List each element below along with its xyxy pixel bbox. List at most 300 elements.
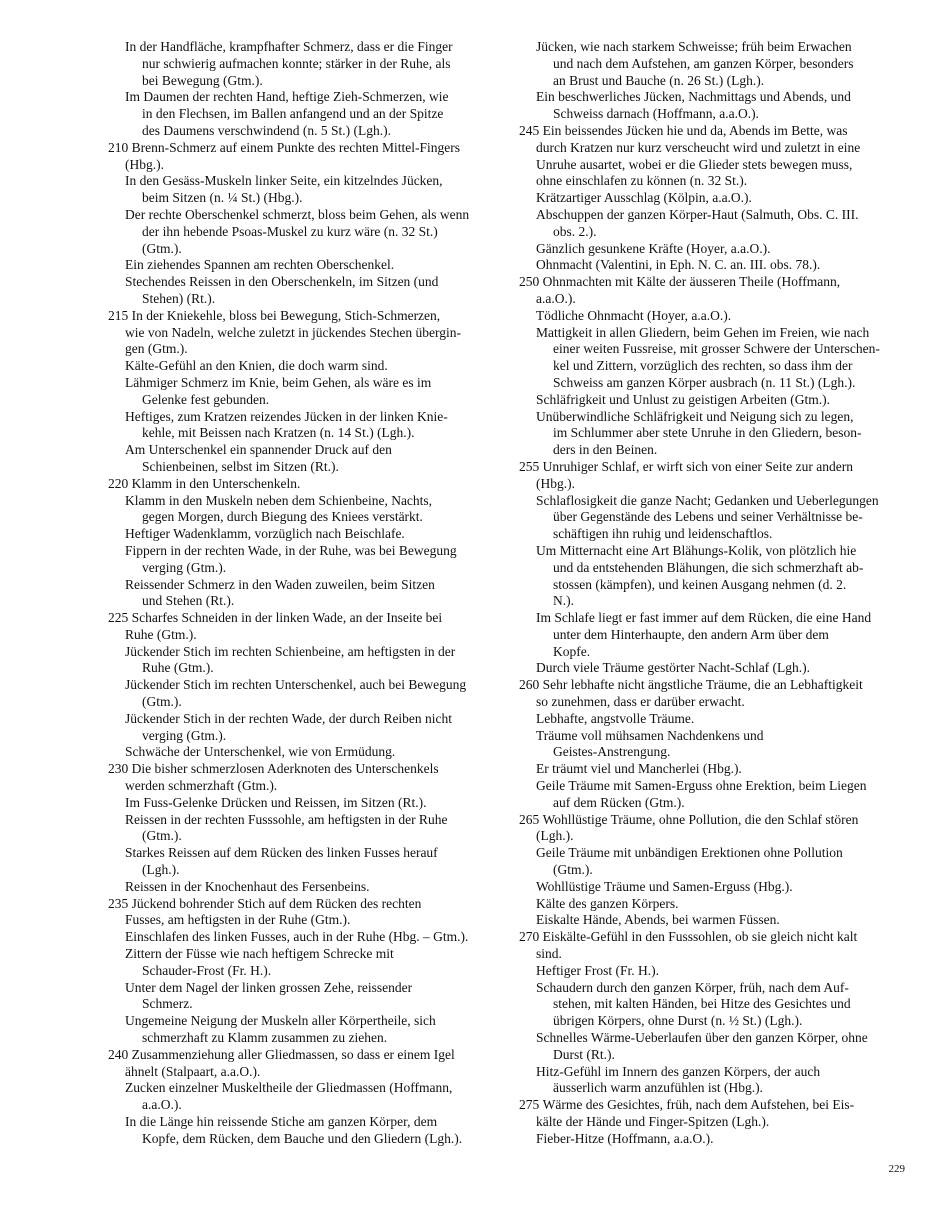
symptom-entry [108,442,495,476]
entry-line-first [108,493,495,510]
entry-text: schäftigen ihn ruhig und leidenschaftlos. [553,526,773,542]
entry-text: gegen Morgen, durch Biegung des Kniees verstärkt. [142,509,423,525]
symptom-entry [108,644,495,678]
entry-line-cont [519,1080,905,1097]
entry-text: Schauder-Frost (Fr. H.). [142,962,272,978]
entry-text: (Hbg.). [125,156,164,172]
entry-line-cont [519,157,905,174]
symptom-entry [519,207,905,241]
entry-number: 270 [519,929,543,945]
entry-line-first [108,39,495,56]
entry-text: verging (Gtm.). [142,559,227,575]
entry-line-first [519,409,905,426]
symptom-entry [519,308,905,325]
entry-text: Heftiger Frost (Fr. H.). [536,962,659,978]
symptom-entry [108,761,495,795]
entry-line-cont [108,325,495,342]
entry-text: Scharfes Schneiden in der linken Wade, an der Inseite bei [131,610,443,626]
entry-line-first [519,929,905,946]
symptom-entry [108,711,495,745]
entry-line-cont [519,577,905,594]
entry-line-first [519,39,905,56]
entry-text: Träume voll mühsamen Nachdenkens und [536,727,764,743]
entry-line-first [108,1047,495,1064]
entry-text: im Schlummer aber stete Unruhe in den Gliedern, beson- [553,425,862,441]
entry-text: Wärme des Gesichtes, früh, nach dem Aufstehen, bei Eis- [542,1097,855,1113]
entry-text: Hitz-Gefühl im Innern des ganzen Körpers, der auch [536,1063,821,1079]
entry-line-first [108,375,495,392]
entry-text: über Gegenstände des Lebens und seiner Verhältnisse be- [553,509,863,525]
entry-line-cont [519,375,905,392]
symptom-entry [519,241,905,258]
entry-line-cont [519,56,905,73]
entry-text: ders in den Beinen. [553,442,658,458]
symptom-entry [108,744,495,761]
entry-text: Geile Träume mit unbändigen Erektionen ohne Pollution [536,845,843,861]
symptom-entry [108,39,495,89]
entry-text: Fusses, am heftigsten in der Ruhe (Gtm.). [125,912,351,928]
symptom-entry [519,1131,905,1148]
entry-line-first [519,1097,905,1114]
entry-text: Ein beissendes Jücken hie und da, Abends im Bette, was [542,122,848,138]
entry-text: (Lgh.). [142,862,180,878]
entry-text: Lähmiger Schmerz im Knie, beim Gehen, als wäre es im [125,374,432,390]
entry-line-first [108,744,495,761]
entry-text: Wohllüstige Träume, ohne Pollution, die den Schlaf stören [542,811,859,827]
entry-text: Ruhe (Gtm.). [125,626,197,642]
symptom-entry [108,577,495,611]
entry-text: a.a.O.). [536,290,576,306]
entry-line-cont [519,291,905,308]
symptom-entry [519,1064,905,1098]
entry-line-cont [519,644,905,661]
symptom-entry [108,980,495,1014]
entry-text: Wohllüstige Träume und Samen-Erguss (Hbg.). [536,878,793,894]
entry-line-first [519,879,905,896]
entry-text: Schweiss darnach (Hoffmann, a.a.O.). [553,106,759,122]
symptom-entry [108,1080,495,1114]
entry-line-cont [108,1030,495,1047]
entry-text: Geistes-Anstrengung. [553,744,671,760]
entry-line-cont [519,173,905,190]
entry-text: verging (Gtm.). [142,727,227,743]
symptom-entry [519,761,905,778]
entry-line-cont [519,1047,905,1064]
entry-text: Heftiger Wadenklamm, vorzüglich nach Beischlafe. [125,526,405,542]
entry-line-first [108,1013,495,1030]
entry-line-first [108,577,495,594]
entry-line-cont [519,1114,905,1131]
entry-line-first [108,677,495,694]
entry-line-first [519,980,905,997]
entry-text: Eiskälte-Gefühl in den Fusssohlen, ob sie gleich nicht kalt [542,929,858,945]
symptom-entry [108,677,495,711]
entry-text: Ein ziehendes Spannen am rechten Oberschenkel. [125,257,395,273]
page-number: 229 [888,1163,905,1175]
entry-text: Unruhiger Schlaf, er wirft sich von einer Seite zur andern [542,458,854,474]
entry-line-first [108,140,495,157]
entry-line-first [108,795,495,812]
symptom-entry [519,912,905,929]
symptom-entry [108,409,495,443]
entry-line-first [108,358,495,375]
entry-text: Schlaflosigkeit die ganze Nacht; Gedanken und Ueberlegungen [536,492,879,508]
entry-text: Reissen in der Knochenhaut des Fersenbeins. [125,878,370,894]
symptom-entry [519,778,905,812]
entry-text: Zucken einzelner Muskeltheile der Gliedmassen (Hoffmann, [125,1080,453,1096]
entry-line-first [108,543,495,560]
entry-text: Gänzlich gesunkene Kräfte (Hoyer, a.a.O.). [536,240,771,256]
entry-line-first [108,207,495,224]
entry-line-cont [519,73,905,90]
entry-line-cont [108,425,495,442]
entry-text: Abschuppen der ganzen Körper-Haut (Salmuth, Obs. C. III. [536,206,859,222]
entry-text: Im Fuss-Gelenke Drücken und Reissen, im Sitzen (Rt.). [125,794,427,810]
entry-line-cont [519,627,905,644]
entry-text: Klamm in den Muskeln neben dem Schienbeine, Nachts, [125,492,433,508]
entry-text: Im Daumen der rechten Hand, heftige Zieh-Schmerzen, wie [125,89,449,105]
symptom-entry [108,308,495,358]
entry-line-cont [108,728,495,745]
entry-text: In die Länge hin reissende Stiche am ganzen Körper, dem [125,1114,438,1129]
entry-number: 210 [108,139,132,155]
entry-line-cont [519,828,905,845]
entry-text: Kopfe. [553,643,591,659]
entry-text: Durst (Rt.). [553,1046,615,1062]
entry-line-cont [519,996,905,1013]
symptom-entry [108,610,495,644]
entry-line-cont [519,946,905,963]
entry-text: Ohnmachten mit Kälte der äusseren Theile (Hoffmann, [542,274,841,290]
entry-text: kälte der Hände und Finger-Spitzen (Lgh.). [536,1114,770,1129]
symptom-entry [108,526,495,543]
symptom-entry [519,1030,905,1064]
entry-text: Der rechte Oberschenkel schmerzt, bloss beim Gehen, als wenn [125,206,470,222]
entry-text: Ungemeine Neigung der Muskeln aller Körpertheile, sich [125,1013,436,1029]
symptom-entry [519,543,905,610]
entry-line-cont [108,291,495,308]
entry-text: übrigen Körpers, ohne Durst (n. ½ St.) (Lgh.). [553,1013,803,1029]
entry-text: Im Schlafe liegt er fast immer auf dem Rücken, die eine Hand [536,610,872,626]
entry-line-cont [108,157,495,174]
entry-text: Um Mitternacht eine Art Blähungs-Kolik, von plötzlich hie [536,542,857,558]
entry-line-cont [108,912,495,929]
entry-text: Jückender Stich in der rechten Wade, der durch Reiben nicht [125,710,453,726]
entry-text: Jücken, wie nach starkem Schweisse; früh beim Erwachen [536,39,852,54]
entry-text: In der Handfläche, krampfhafter Schmerz, dass er die Finger [125,39,453,54]
entry-number: 265 [519,811,543,827]
entry-text: Mattigkeit in allen Gliedern, beim Gehen im Freien, wie nach [536,324,870,340]
entry-text: ohne einschlafen zu können (n. 32 St.). [536,173,748,189]
entry-number: 245 [519,122,543,138]
entry-line-first [519,896,905,913]
entry-line-first [519,610,905,627]
entry-text: stehen, mit kalten Händen, bei Hitze des Gesichtes und [553,996,851,1012]
entry-line-cont [519,526,905,543]
symptom-entry [519,896,905,913]
entry-line-cont [519,862,905,879]
entry-line-first [108,644,495,661]
entry-text: Durch viele Träume gestörter Nacht-Schlaf (Lgh.). [536,660,811,676]
entry-text: Sehr lebhafte nicht ängstliche Träume, die an Lebhaftigkeit [542,677,863,693]
entry-line-first [519,778,905,795]
entry-line-first [519,912,905,929]
entry-text: Schaudern durch den ganzen Körper, früh, nach dem Auf- [536,979,849,995]
entry-line-first [108,526,495,543]
entry-text: Er träumt viel und Mancherlei (Hbg.). [536,761,742,777]
entry-text: (Gtm.). [142,240,182,256]
entry-line-cont [519,694,905,711]
entry-line-first [519,660,905,677]
entry-line-cont [108,560,495,577]
entry-text: unter dem Hinterhaupte, den andern Arm über dem [553,626,829,642]
entry-line-cont [108,341,495,358]
symptom-entry [519,660,905,677]
symptom-entry [519,845,905,879]
entry-text: beim Sitzen (n. ¼ St.) (Hbg.). [142,190,303,206]
entry-number: 215 [108,307,132,323]
entry-text: (Lgh.). [536,828,574,844]
symptom-entry [108,1114,495,1148]
entry-text: (Gtm.). [553,862,593,878]
entry-text: kel und Zittern, vorzüglich des rechten, so dass ihm der [553,358,853,374]
entry-line-cont [108,123,495,140]
entry-line-first [108,610,495,627]
entry-text: Schweiss am ganzen Körper ausbrach (n. 11 St.) (Lgh.). [553,374,856,390]
symptom-entry [519,89,905,123]
entry-text: Schläfrigkeit und Unlust zu geistigen Arbeiten (Gtm.). [536,391,830,407]
entry-text: einer weiten Fussreise, mit grosser Schwere der Unterschen- [553,341,880,357]
left-column [108,39,495,1148]
entry-text: sind. [536,946,562,962]
entry-line-cont [108,627,495,644]
entry-line-cont [108,996,495,1013]
symptom-entry [519,123,905,190]
entry-text: schmerzhaft zu Klamm zusammen zu ziehen. [142,1030,388,1046]
entry-line-cont [108,190,495,207]
entry-line-cont [108,694,495,711]
symptom-entry [108,207,495,257]
entry-line-first [108,442,495,459]
entry-line-first [108,845,495,862]
entry-line-first [108,946,495,963]
right-column [519,39,905,1148]
entry-text: Schmerz. [142,996,193,1012]
entry-line-cont [108,73,495,90]
entry-text: Heftiges, zum Kratzen reizendes Jücken in der linken Knie- [125,408,448,424]
entry-line-cont [519,442,905,459]
entry-line-first [519,325,905,342]
entry-line-cont [519,224,905,241]
entry-line-first [519,728,905,745]
symptom-entry [108,543,495,577]
entry-number: 275 [519,1097,543,1113]
entry-line-first [519,845,905,862]
entry-text: und Stehen (Rt.). [142,593,235,609]
entry-text: Geile Träume mit Samen-Erguss ohne Erektion, beim Liegen [536,778,867,794]
entry-text: Schienbeinen, selbst im Sitzen (Rt.). [142,458,339,474]
entry-text: Fieber-Hitze (Hoffmann, a.a.O.). [536,1130,714,1146]
entry-line-cont [519,795,905,812]
entry-text: Reissender Schmerz in den Waden zuweilen, beim Sitzen [125,576,435,592]
entry-line-cont [519,593,905,610]
entry-line-cont [108,778,495,795]
entry-line-cont [108,392,495,409]
entry-text: Gelenke fest gebunden. [142,391,270,407]
entry-line-first [108,980,495,997]
symptom-entry [519,459,905,493]
entry-line-first [108,761,495,778]
entry-line-first [519,308,905,325]
entry-line-first [108,476,495,493]
entry-line-cont [519,341,905,358]
symptom-entry [519,812,905,846]
entry-text: äusserlich warm anzufühlen ist (Hbg.). [553,1080,763,1096]
entry-text: (Gtm.). [142,828,182,844]
entry-text: In der Kniekehle, bloss bei Bewegung, Stich-Schmerzen, [131,307,441,323]
entry-number: 225 [108,610,132,626]
entry-line-first [519,761,905,778]
entry-line-cont [519,358,905,375]
symptom-entry [519,711,905,728]
entry-text: Starkes Reissen auf dem Rücken des linken Fusses herauf [125,845,438,861]
symptom-entry [108,89,495,139]
entry-line-first [519,89,905,106]
entry-line-first [519,711,905,728]
entry-line-cont [108,1131,495,1148]
symptom-entry [519,257,905,274]
entry-line-cont [108,1064,495,1081]
entry-line-first [519,190,905,207]
entry-text: a.a.O.). [142,1097,182,1113]
entry-text: stossen (kämpfen), und keinen Ausgang nehmen (d. 2. [553,576,847,592]
entry-line-cont [108,862,495,879]
entry-text: Unruhe ausartet, wobei er die Glieder stets bewegen muss, [536,156,853,172]
entry-text: Ohnmacht (Valentini, in Eph. N. C. an. III. obs. 78.). [536,257,821,273]
entry-line-cont [108,963,495,980]
symptom-entry [519,929,905,963]
entry-line-cont [519,425,905,442]
entry-text: ähnelt (Stalpaart, a.a.O.). [125,1063,261,1079]
entry-line-cont [519,1013,905,1030]
entry-line-first [519,1030,905,1047]
symptom-entry [108,795,495,812]
entry-line-first [519,274,905,291]
entry-line-cont [108,106,495,123]
entry-line-first [519,1064,905,1081]
entry-line-first [108,812,495,829]
entry-text: Einschlafen des linken Fusses, auch in der Ruhe (Hbg. – Gtm.). [125,929,469,945]
symptom-entry [108,257,495,274]
entry-text: bei Bewegung (Gtm.). [142,72,263,88]
symptom-entry [108,1013,495,1047]
symptom-entry [108,929,495,946]
symptom-entry [519,392,905,409]
symptom-entry [108,173,495,207]
entry-line-first [519,812,905,829]
entry-text: auf dem Rücken (Gtm.). [553,794,685,810]
symptom-entry [519,879,905,896]
entry-text: der ihn hebende Psoas-Muskel zu kurz wäre (n. 32 St.) [142,223,438,239]
entry-line-first [108,711,495,728]
symptom-entry [519,274,905,308]
entry-line-first [519,493,905,510]
entry-text: (Gtm.). [142,694,182,710]
entry-line-first [108,308,495,325]
entry-text: Die bisher schmerzlosen Aderknoten des Unterschenkels [131,761,439,777]
entry-text: Ruhe (Gtm.). [142,660,214,676]
symptom-entry [108,140,495,174]
entry-text: Unter dem Nagel der linken grossen Zehe, reissender [125,979,413,995]
entry-line-first [108,1080,495,1097]
entry-text: N.). [553,593,574,609]
entry-number: 220 [108,475,132,491]
entry-text: Reissen in der rechten Fusssohle, am heftigsten in der Ruhe [125,811,448,827]
entry-line-first [108,896,495,913]
entry-text: Ein beschwerliches Jücken, Nachmittags und Abends, und [536,89,851,105]
entry-text: kehle, mit Beissen nach Kratzen (n. 14 St.) (Lgh.). [142,425,415,441]
symptom-entry [519,610,905,660]
symptom-entry [108,879,495,896]
entry-line-cont [108,660,495,677]
symptom-entry [519,963,905,980]
symptom-entry [108,845,495,879]
symptom-entry [108,375,495,409]
entry-number: 250 [519,274,543,290]
entry-text: Am Unterschenkel ein spannender Druck auf den [125,442,392,458]
entry-number: 260 [519,677,543,693]
entry-line-cont [108,593,495,610]
entry-text: Stehen) (Rt.). [142,290,216,306]
entry-text: so zunehmen, dass er darüber erwacht. [536,694,745,710]
entry-text: Stechendes Reissen in den Oberschenkeln, im Sitzen (und [125,274,439,290]
entry-text: Jückender Stich im rechten Schienbeine, am heftigsten in der [125,643,456,659]
entry-line-first [519,459,905,476]
symptom-entry [108,1047,495,1081]
entry-text: und nach dem Aufstehen, am ganzen Körper, besonders [553,55,854,71]
entry-text: durch Kratzen nur kurz verscheucht wird und zuletzt in eine [536,139,861,155]
entry-text: Zittern der Füsse wie nach heftigem Schrecke mit [125,946,394,962]
entry-text: Jückend bohrender Stich auf dem Rücken des rechten [131,895,422,911]
entry-text: Schnelles Wärme-Ueberlaufen über den ganzen Körper, ohne [536,1030,868,1046]
entry-line-first [519,963,905,980]
entry-line-cont [108,509,495,526]
entry-text: Zusammenziehung aller Gliedmassen, so dass er einem Igel [131,1046,455,1062]
entry-text: gen (Gtm.). [125,341,188,357]
entry-line-cont [108,241,495,258]
entry-text: werden schmerzhaft (Gtm.). [125,778,278,794]
entry-text: in den Flechsen, im Ballen anfangend und an der Spitze [142,106,444,122]
entry-line-cont [108,828,495,845]
entry-line-cont [108,56,495,73]
entry-text: Jückender Stich im rechten Unterschenkel, auch bei Bewegung [125,677,467,693]
entry-line-first [108,89,495,106]
entry-line-cont [519,744,905,761]
entry-number: 255 [519,458,543,474]
symptom-entry [519,325,905,392]
entry-line-cont [519,140,905,157]
entry-line-cont [519,106,905,123]
entry-line-first [519,241,905,258]
entry-line-first [519,543,905,560]
entry-line-cont [519,509,905,526]
entry-text: nur schwierig aufmachen konnte; stärker in der Ruhe, als [142,55,451,71]
entry-text: (Hbg.). [536,475,575,491]
entry-line-cont [519,560,905,577]
entry-text: wie von Nadeln, welche zuletzt in jückendes Stechen übergin- [125,324,462,340]
entry-number: 240 [108,1046,132,1062]
symptom-entry [108,274,495,308]
